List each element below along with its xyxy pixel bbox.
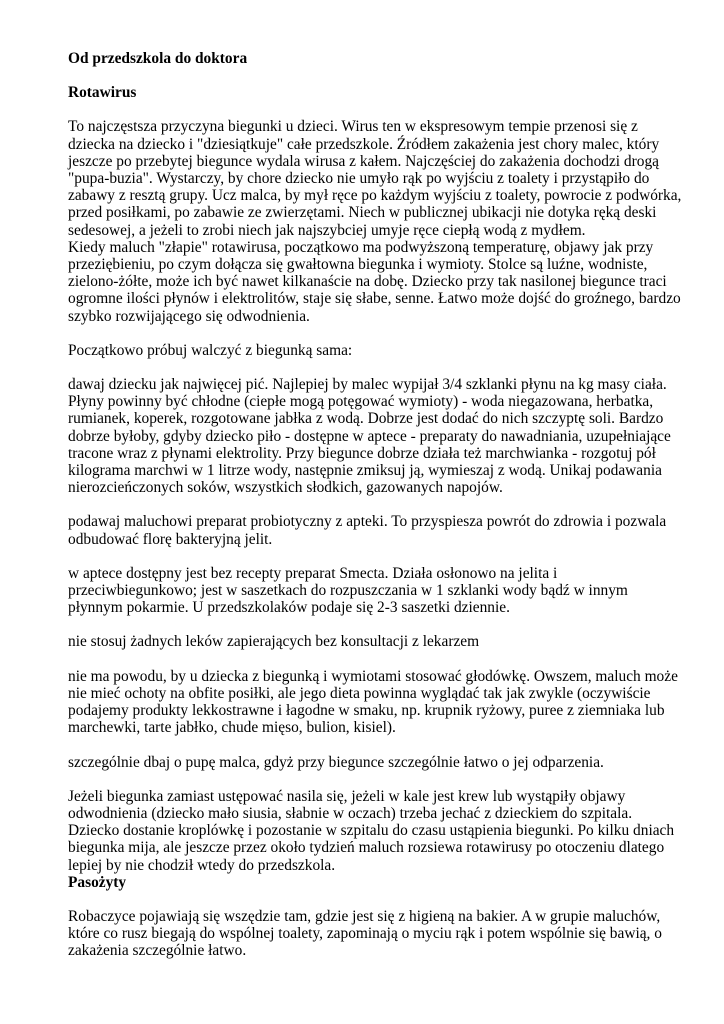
text-line: nierozcieńczonych soków, wszystkich słodkich, gazowanych napojów. bbox=[68, 479, 503, 497]
text-line: jeszcze po przebytej biegunce wydala wirusa z kałem. Najczęściej do zakażenia dochodzi drogą bbox=[68, 152, 659, 170]
text-line: marchewki, tarte jabłko, chude mięso, bulion, kisiel). bbox=[68, 719, 396, 737]
text-line: podawaj maluchowi preparat probiotyczny z apteki. To przyspiesza powrót do zdrowia i pozwala bbox=[68, 513, 667, 531]
text-line: w aptece dostępny jest bez recepty preparat Smecta. Działa osłonowo na jelita i bbox=[68, 564, 558, 582]
text-line: Robaczyce pojawiają się wszędzie tam, gdzie jest się z higieną na bakier. A w grupie maluchów, bbox=[68, 907, 661, 925]
text-line: przeciwbiegunkowo; jest w saszetkach do rozpuszczania w 1 szklanki wody bądź w innym bbox=[68, 582, 628, 600]
text-line: płynnym pokarmie. U przedszkolaków podaje się 2-3 saszetki dziennie. bbox=[68, 599, 510, 617]
text-line: kilograma marchwi w 1 litrze wody, następnie zmiksuj ją, wymieszaj z wodą. Unikaj podawania bbox=[68, 462, 662, 480]
spacer bbox=[68, 359, 668, 376]
paragraph-fluids bbox=[68, 376, 671, 497]
text-line: zabawy z resztą grupy. Ucz malca, by mył ręce po każdym wyjściu z toalety, powrocie z podwórka, bbox=[68, 187, 682, 205]
text-line: To najczęstsza przyczyna biegunki u dzieci. Wirus ten w ekspresowym tempie przenosi się z bbox=[68, 118, 638, 136]
text-line: sedesowej, a jeżeli to zrobi niech jak najszybciej umyje ręce ciepłą wodą z mydłem. bbox=[68, 221, 586, 239]
document-title: Od przedszkola do doktora bbox=[68, 50, 248, 67]
text-line: nie stosuj żadnych leków zapierających bez konsultacji z lekarzem bbox=[68, 633, 480, 651]
paragraph-diet bbox=[68, 667, 678, 737]
text-line: dawaj dziecku jak najwięcej pić. Najlepiej by malec wypijał 3/4 szklanki płynu na kg masy ciała. bbox=[68, 376, 667, 394]
text-line: nie ma powodu, by u dziecka z biegunką i wymiotami stosować głodówkę. Owszem, maluch może bbox=[68, 667, 678, 685]
spacer bbox=[68, 67, 668, 84]
text-line: nie mieć ochoty na obfite posiłki, ale jego dieta powinna wyglądać tak jak zwykle (oczywiście bbox=[68, 684, 651, 702]
spacer bbox=[68, 325, 668, 342]
text-line: tracone wraz z płynami elektrolity. Przy biegunce dobrze działa też marchwianka - rozgotuj pół bbox=[68, 444, 656, 462]
text-line: Początkowo próbuj walczyć z biegunką sama: bbox=[68, 341, 353, 359]
paragraph-care bbox=[68, 754, 668, 771]
spacer bbox=[68, 771, 668, 788]
text-line: Kiedy maluch "złapie" rotawirusa, początkowo ma podwyższoną temperaturę, objawy jak przy bbox=[68, 238, 654, 256]
text-line: szybko rozwijającego się odwodnienia. bbox=[68, 307, 310, 325]
text-line: Jeżeli biegunka zamiast ustępować nasila się, jeżeli w kale jest krew lub wystąpiły objawy bbox=[68, 787, 626, 805]
text-line: lepiej by nie chodził wtedy do przedszkola. bbox=[68, 856, 336, 874]
spacer bbox=[68, 548, 668, 565]
text-line: podajemy produkty lekkostrawne i łagodne w smaku, np. krupnik ryżowy, puree z ziemniaka lub bbox=[68, 702, 665, 720]
text-line: dobrze byłoby, gdyby dziecko piło - dostępne w aptece - preparaty do nawadniania, uzupełniające bbox=[68, 427, 671, 445]
text-line: Płyny powinny być chłodne (ciepłe mogą potęgować wymioty) - woda niegazowana, herbatka, bbox=[68, 393, 654, 411]
paragraph-probiotic bbox=[68, 513, 668, 547]
document-page bbox=[68, 50, 682, 960]
text-line: ogromne ilości płynów i elektrolitów, staje się słabe, senne. Łatwo może dojść do groźnego, bardzo bbox=[68, 290, 681, 308]
paragraph-hospital bbox=[68, 787, 675, 874]
spacer bbox=[68, 651, 668, 668]
paragraph-intro bbox=[68, 118, 682, 325]
spacer bbox=[68, 496, 668, 513]
spacer bbox=[68, 891, 668, 908]
text-line: biegunka mija, ale jeszcze przez około tydzień maluch rozsiewa rotawirusy po otoczeniu dlatego bbox=[68, 839, 665, 857]
spacer bbox=[68, 101, 668, 118]
text-line: zielono-żółte, może ich być nawet kilkanaście na dobę. Dziecko przy tak nasilonej biegunce traci bbox=[68, 273, 667, 291]
paragraph-parasites bbox=[68, 908, 668, 960]
paragraph-lead-in bbox=[68, 342, 668, 359]
spacer bbox=[68, 737, 668, 754]
text-line: dziecka na dziecko i "dziesiątkuje" całe przedszkole. Źródłem zakażenia jest chory malec, który bbox=[68, 135, 660, 153]
paragraph-smecta bbox=[68, 565, 668, 617]
section-heading-pasozyty: Pasożyty bbox=[68, 873, 127, 891]
text-line: rumianek, koperek, rozgotowane jabłka z wodą. Dobrze jest dodać do nich szczyptę soli. Bardzo bbox=[68, 410, 664, 428]
paragraph-no-drugs bbox=[68, 633, 668, 650]
text-line: odbudować florę bakteryjną jelit. bbox=[68, 530, 273, 548]
text-line: szczególnie dbaj o pupę malca, gdyż przy biegunce szczególnie łatwo o jej odparzenia. bbox=[68, 753, 604, 771]
text-line: przed posiłkami, po zabawie ze zwierzętami. Niech w publicznej ubikacji nie dotyka ręką deski bbox=[68, 204, 657, 222]
spacer bbox=[68, 616, 668, 633]
section-heading-rotawirus: Rotawirus bbox=[68, 84, 137, 102]
text-line: przeziębieniu, po czym dołącza się gwałtowna biegunka i wymioty. Stolce są luźne, wodniste, bbox=[68, 256, 648, 274]
text-line: "pupa-buzia". Wystarczy, by chore dziecko nie umyło rąk po wyjściu z toalety i przystąpiło do bbox=[68, 170, 650, 188]
text-line: odwodnienia (dziecko mało siusia, słabnie w oczach) trzeba jechać z dzieckiem do szpitala. bbox=[68, 804, 633, 822]
text-line: Dziecko dostanie kroplówkę i pozostanie w szpitalu do czasu ustąpienia biegunki. Po kilku dniach bbox=[68, 822, 675, 840]
text-line: zakażenia szczególnie łatwo. bbox=[68, 942, 247, 960]
text-line: które co rusz biegają do wspólnej toalety, zapominają o myciu rąk i potem wspólnie się bawią, o bbox=[68, 925, 662, 943]
